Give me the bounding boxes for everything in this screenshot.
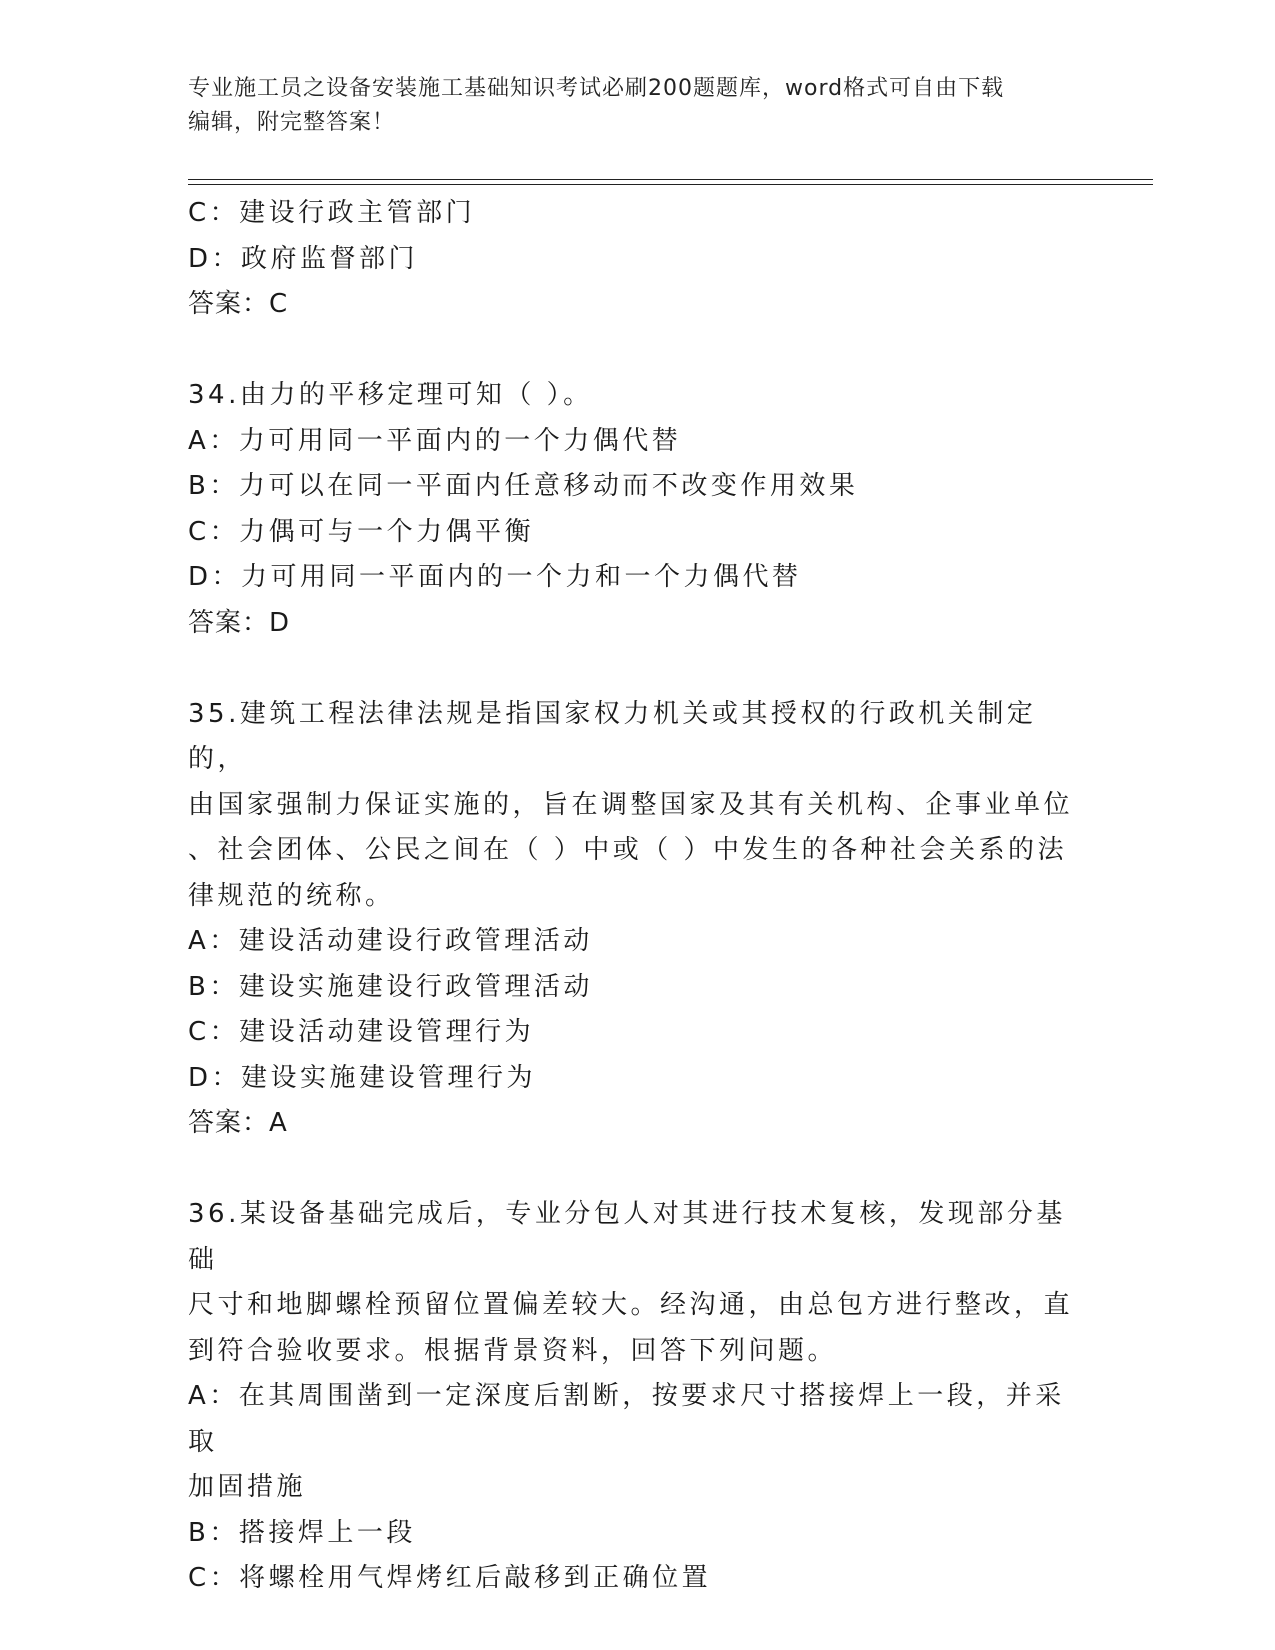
option-c: C：建设活动建设管理行为	[188, 1017, 535, 1047]
option-d: D：政府监督部门	[188, 243, 419, 274]
option-b: B：建设实施建设行政管理活动	[188, 971, 593, 1002]
question-stem: 到符合验收要求。根据背景资料，回答下列问题。	[188, 1335, 838, 1366]
header-divider-top	[188, 179, 1153, 180]
spacer	[188, 646, 1088, 692]
option-a: A：建设活动建设行政管理活动	[188, 926, 593, 956]
question-stem: 34.由力的平移定理可知（ ）。	[188, 380, 593, 410]
answer-line: 答案：A	[188, 1108, 288, 1138]
option-a-continued: 加固措施	[188, 1472, 307, 1502]
spacer	[188, 1147, 1088, 1193]
option-a: A：力可用同一平面内的一个力偶代替	[188, 425, 682, 456]
question-stem: 由国家强制力保证实施的，旨在调整国家及其有关机构、企事业单位	[188, 789, 1074, 820]
question-stem: 、社会团体、公民之间在（ ）中或（ ）中发生的各种社会关系的法	[188, 835, 1068, 865]
question-stem: 律规范的统称。	[188, 880, 395, 911]
header-title-line-2: 编辑，附完整答案！	[188, 110, 396, 135]
document-body	[188, 191, 1088, 1602]
answer-line: 答案：D	[188, 607, 291, 638]
question-35	[188, 692, 1088, 1147]
question-stem: 36.某设备基础完成后，专业分包人对其进行技术复核，发现部分基础	[188, 1199, 1066, 1275]
question-stem: 35.建筑工程法律法规是指国家权力机关或其授权的行政机关制定的，	[188, 698, 1037, 774]
question-34	[188, 373, 1088, 646]
answer-line: 答案：C	[188, 289, 289, 319]
option-b: B：力可以在同一平面内任意移动而不改变作用效果	[188, 471, 859, 501]
question-stem: 尺寸和地脚螺栓预留位置偏差较大。经沟通，由总包方进行整改，直	[188, 1290, 1074, 1320]
page-header	[188, 72, 1088, 140]
option-b: B：搭接焊上一段	[188, 1517, 416, 1548]
header-title-line-1: 专业施工员之设备安装施工基础知识考试必刷200题题库，word格式可自由下载	[188, 76, 1005, 101]
spacer	[188, 328, 1088, 374]
option-c: C：建设行政主管部门	[188, 198, 476, 228]
option-c: C：力偶可与一个力偶平衡	[188, 516, 535, 547]
option-d: D：力可用同一平面内的一个力和一个力偶代替	[188, 562, 802, 592]
option-a: A：在其周围凿到一定深度后割断，按要求尺寸搭接焊上一段，并采取	[188, 1381, 1065, 1457]
option-c: C：将螺栓用气焊烤红后敲移到正确位置	[188, 1563, 712, 1593]
question-36	[188, 1192, 1088, 1602]
option-d: D：建设实施建设管理行为	[188, 1062, 537, 1093]
header-divider-bottom	[188, 184, 1153, 185]
